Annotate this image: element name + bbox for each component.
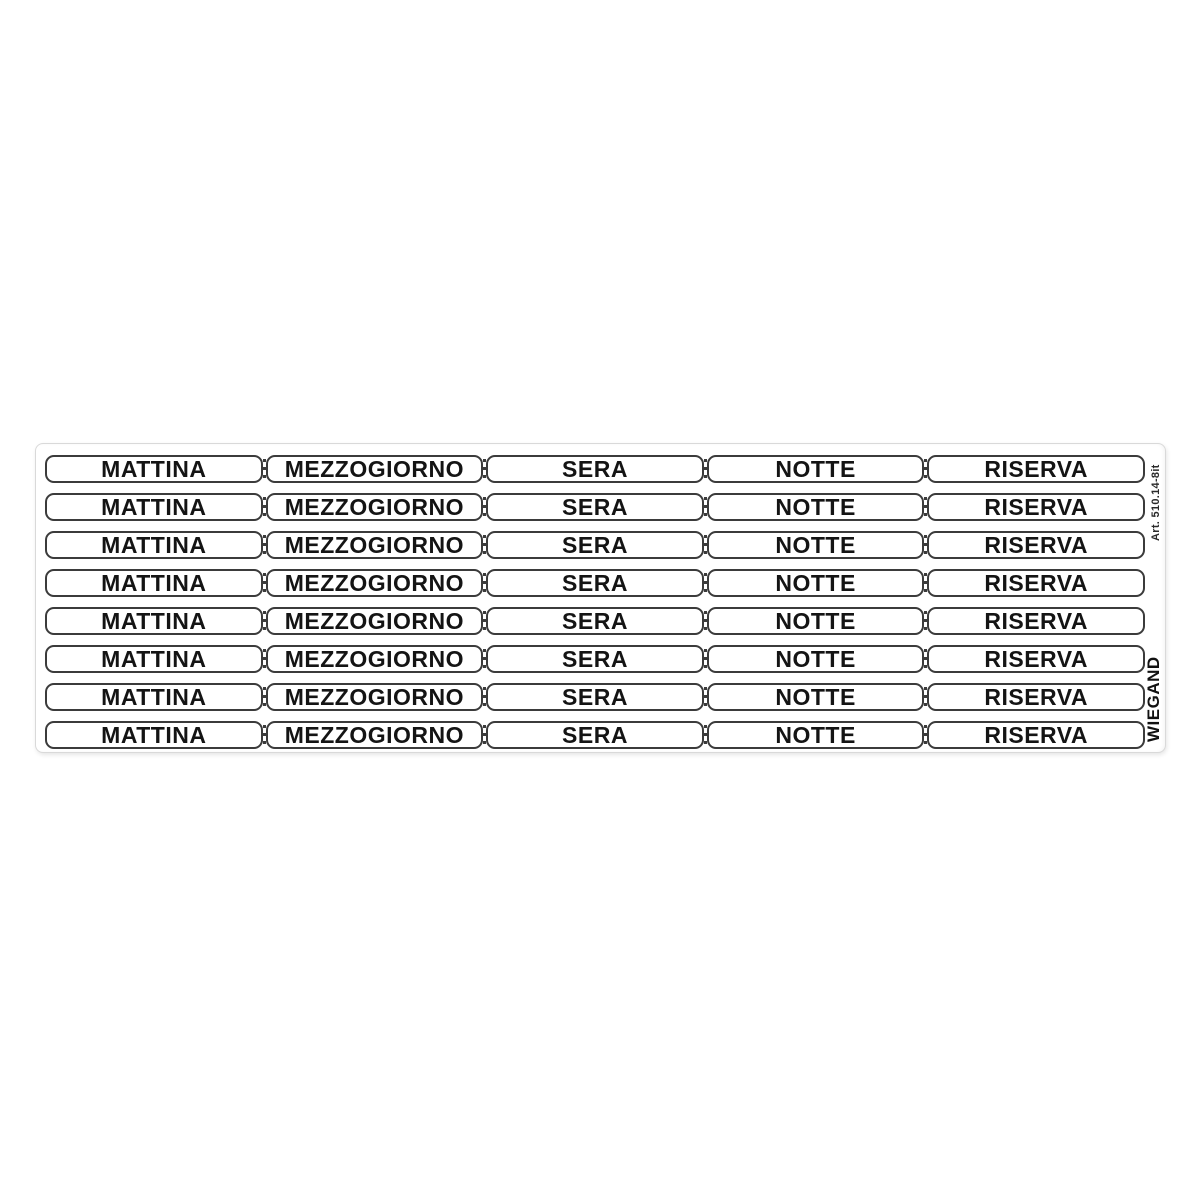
segment-notte: NOTTE: [707, 531, 925, 559]
perforation-dotted-line: [923, 683, 928, 711]
perforation-dotted-line: [703, 721, 708, 749]
segment-mezzogiorno: MEZZOGIORNO: [266, 455, 484, 483]
segment-mattina: MATTINA: [45, 455, 263, 483]
perforation-dotted-line: [482, 493, 487, 521]
perforation-dotted-line: [923, 531, 928, 559]
label-strip-row: [45, 645, 1145, 673]
perforation-dotted-line: [482, 455, 487, 483]
segment-mezzogiorno: MEZZOGIORNO: [266, 721, 484, 749]
segment-sera: SERA: [486, 493, 704, 521]
segment-mattina: MATTINA: [45, 683, 263, 711]
segment-sera: SERA: [486, 645, 704, 673]
segment-mattina: MATTINA: [45, 721, 263, 749]
label-strip-row: [45, 531, 1145, 559]
label-strip-row: [45, 569, 1145, 597]
segment-riserva: RISERVA: [927, 607, 1145, 635]
segment-sera: SERA: [486, 531, 704, 559]
segment-notte: NOTTE: [707, 721, 925, 749]
segment-mattina: MATTINA: [45, 607, 263, 635]
label-strips-container: [45, 455, 1145, 749]
segment-riserva: RISERVA: [927, 493, 1145, 521]
segment-notte: NOTTE: [707, 683, 925, 711]
perforation-dotted-line: [262, 683, 267, 711]
segment-mezzogiorno: MEZZOGIORNO: [266, 493, 484, 521]
label-sheet: [35, 443, 1166, 753]
perforation-dotted-line: [482, 721, 487, 749]
label-strip-row: [45, 683, 1145, 711]
segment-riserva: RISERVA: [927, 721, 1145, 749]
perforation-dotted-line: [482, 531, 487, 559]
label-strip-row: [45, 455, 1145, 483]
perforation-dotted-line: [262, 569, 267, 597]
perforation-dotted-line: [923, 569, 928, 597]
label-strip-row: [45, 493, 1145, 521]
segment-mezzogiorno: MEZZOGIORNO: [266, 607, 484, 635]
label-strip-row: [45, 721, 1145, 749]
segment-mezzogiorno: MEZZOGIORNO: [266, 645, 484, 673]
perforation-dotted-line: [703, 493, 708, 521]
perforation-dotted-line: [703, 531, 708, 559]
perforation-dotted-line: [923, 455, 928, 483]
perforation-dotted-line: [703, 607, 708, 635]
perforation-dotted-line: [923, 721, 928, 749]
segment-mattina: MATTINA: [45, 645, 263, 673]
perforation-dotted-line: [262, 721, 267, 749]
perforation-dotted-line: [703, 645, 708, 673]
segment-notte: NOTTE: [707, 455, 925, 483]
label-strip-row: [45, 607, 1145, 635]
perforation-dotted-line: [262, 531, 267, 559]
segment-sera: SERA: [486, 569, 704, 597]
segment-sera: SERA: [486, 683, 704, 711]
perforation-dotted-line: [703, 455, 708, 483]
wiegand-brand-logo-vertical-text: WIEGAND: [1144, 656, 1163, 742]
perforation-dotted-line: [923, 607, 928, 635]
segment-riserva: RISERVA: [927, 569, 1145, 597]
segment-mattina: MATTINA: [45, 531, 263, 559]
segment-sera: SERA: [486, 455, 704, 483]
segment-mezzogiorno: MEZZOGIORNO: [266, 569, 484, 597]
perforation-dotted-line: [703, 569, 708, 597]
perforation-dotted-line: [482, 683, 487, 711]
segment-notte: NOTTE: [707, 569, 925, 597]
segment-riserva: RISERVA: [927, 455, 1145, 483]
perforation-dotted-line: [923, 493, 928, 521]
segment-notte: NOTTE: [707, 493, 925, 521]
perforation-dotted-line: [262, 607, 267, 635]
segment-riserva: RISERVA: [927, 531, 1145, 559]
perforation-dotted-line: [262, 455, 267, 483]
segment-notte: NOTTE: [707, 607, 925, 635]
perforation-dotted-line: [482, 645, 487, 673]
segment-mattina: MATTINA: [45, 569, 263, 597]
segment-notte: NOTTE: [707, 645, 925, 673]
segment-riserva: RISERVA: [927, 683, 1145, 711]
article-number-vertical-text: Art. 510.14-8it: [1150, 464, 1162, 541]
segment-mezzogiorno: MEZZOGIORNO: [266, 683, 484, 711]
perforation-dotted-line: [703, 683, 708, 711]
perforation-dotted-line: [923, 645, 928, 673]
perforation-dotted-line: [262, 645, 267, 673]
segment-riserva: RISERVA: [927, 645, 1145, 673]
segment-mattina: MATTINA: [45, 493, 263, 521]
segment-sera: SERA: [486, 607, 704, 635]
perforation-dotted-line: [482, 607, 487, 635]
segment-sera: SERA: [486, 721, 704, 749]
segment-mezzogiorno: MEZZOGIORNO: [266, 531, 484, 559]
perforation-dotted-line: [262, 493, 267, 521]
perforation-dotted-line: [482, 569, 487, 597]
